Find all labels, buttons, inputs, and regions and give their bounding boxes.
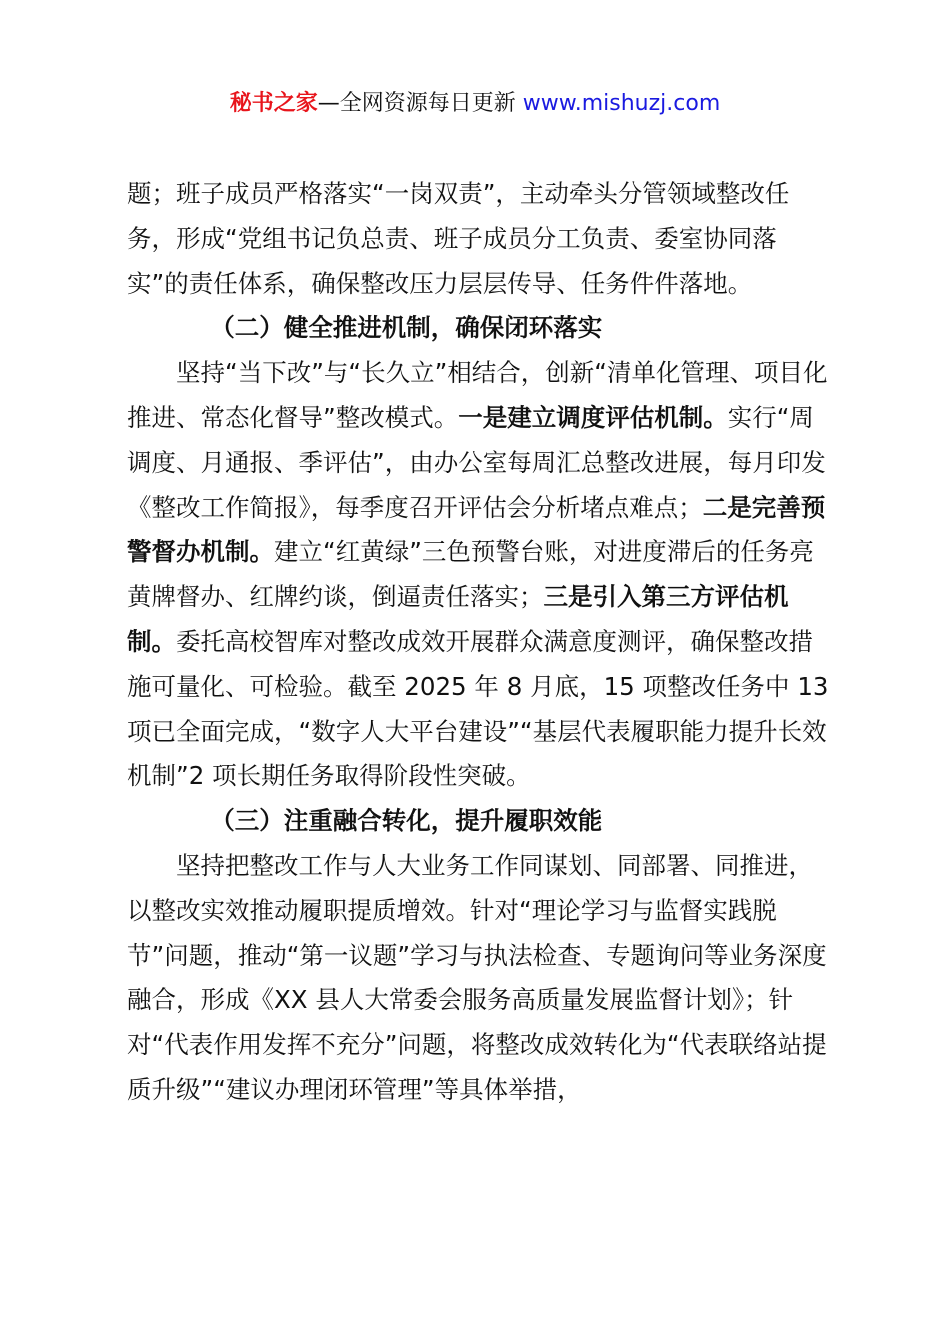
paragraph-1 [127,172,837,306]
paragraph-text: 坚持把整改工作与人大业务工作同谋划、同部署、同推进，以整改实效推动履职提质增效。针对“理论学习与监督实践脱节”问题，推动“第一议题”学习与执法检查、专题询问等业务深度融合，形成《XX 县人大常委会服务高质量发展监督计划》；针对“代表作用发挥不充分”问题，将整改成效转化为“代表联络站提质升级”“建议办理闭环管理”等具体举措， [127,850,827,1104]
bold-point-3: 三是引入第三方评估机制。 [127,582,789,656]
paragraph-text: 题；班子成员严格落实“一岗双责”，主动牵头分管领域整改任务，形成“党组书记负总责、班子成员分工负责、委室协同落实”的责任体系，确保整改压力层层传导、任务件件落地。 [127,179,790,298]
section-heading-2: （二）健全推进机制，确保闭环落实 [210,313,603,343]
paragraph-text: 建立“红黄绿”三色预警台账，对进度滞后的任务亮黄牌督办、红牌约谈，倒逼责任落实； [127,537,814,612]
site-url-link[interactable]: www.mishuzj.com [522,91,721,116]
document-body [127,172,837,1113]
header-tagline: —全网资源每日更新 [317,91,523,116]
site-header [0,88,950,120]
paragraph-text: 实行“周调度、月通报、季评估”，由办公室每周汇总整改进展，每月印发《整改工作简报》，每季度召开评估会分析堵点难点； [127,402,826,522]
paragraph-text: 委托高校智库对整改成效开展群众满意度测评，确保整改措施可量化、可检验。截至 2025 年 8 月底，15 项整改任务中 13 项已全面完成，“数字人大平台建设”“基层代表履职能力提升长效机制”2 项长期任务取得阶段性突破。 [127,626,829,791]
paragraph-3 [127,844,837,1113]
brand-name: 秘书之家 [229,91,318,116]
paragraph-2 [127,351,837,799]
section-heading-3: （三）注重融合转化，提升履职效能 [210,806,603,836]
bold-point-1: 一是建立调度评估机制。 [458,402,728,432]
bold-point-2: 二是完善预警督办机制。 [127,492,826,567]
paragraph-text: 坚持“当下改”与“长久立”相结合，创新“清单化管理、项目化推进、常态化督导”整改模式。 [127,358,828,432]
